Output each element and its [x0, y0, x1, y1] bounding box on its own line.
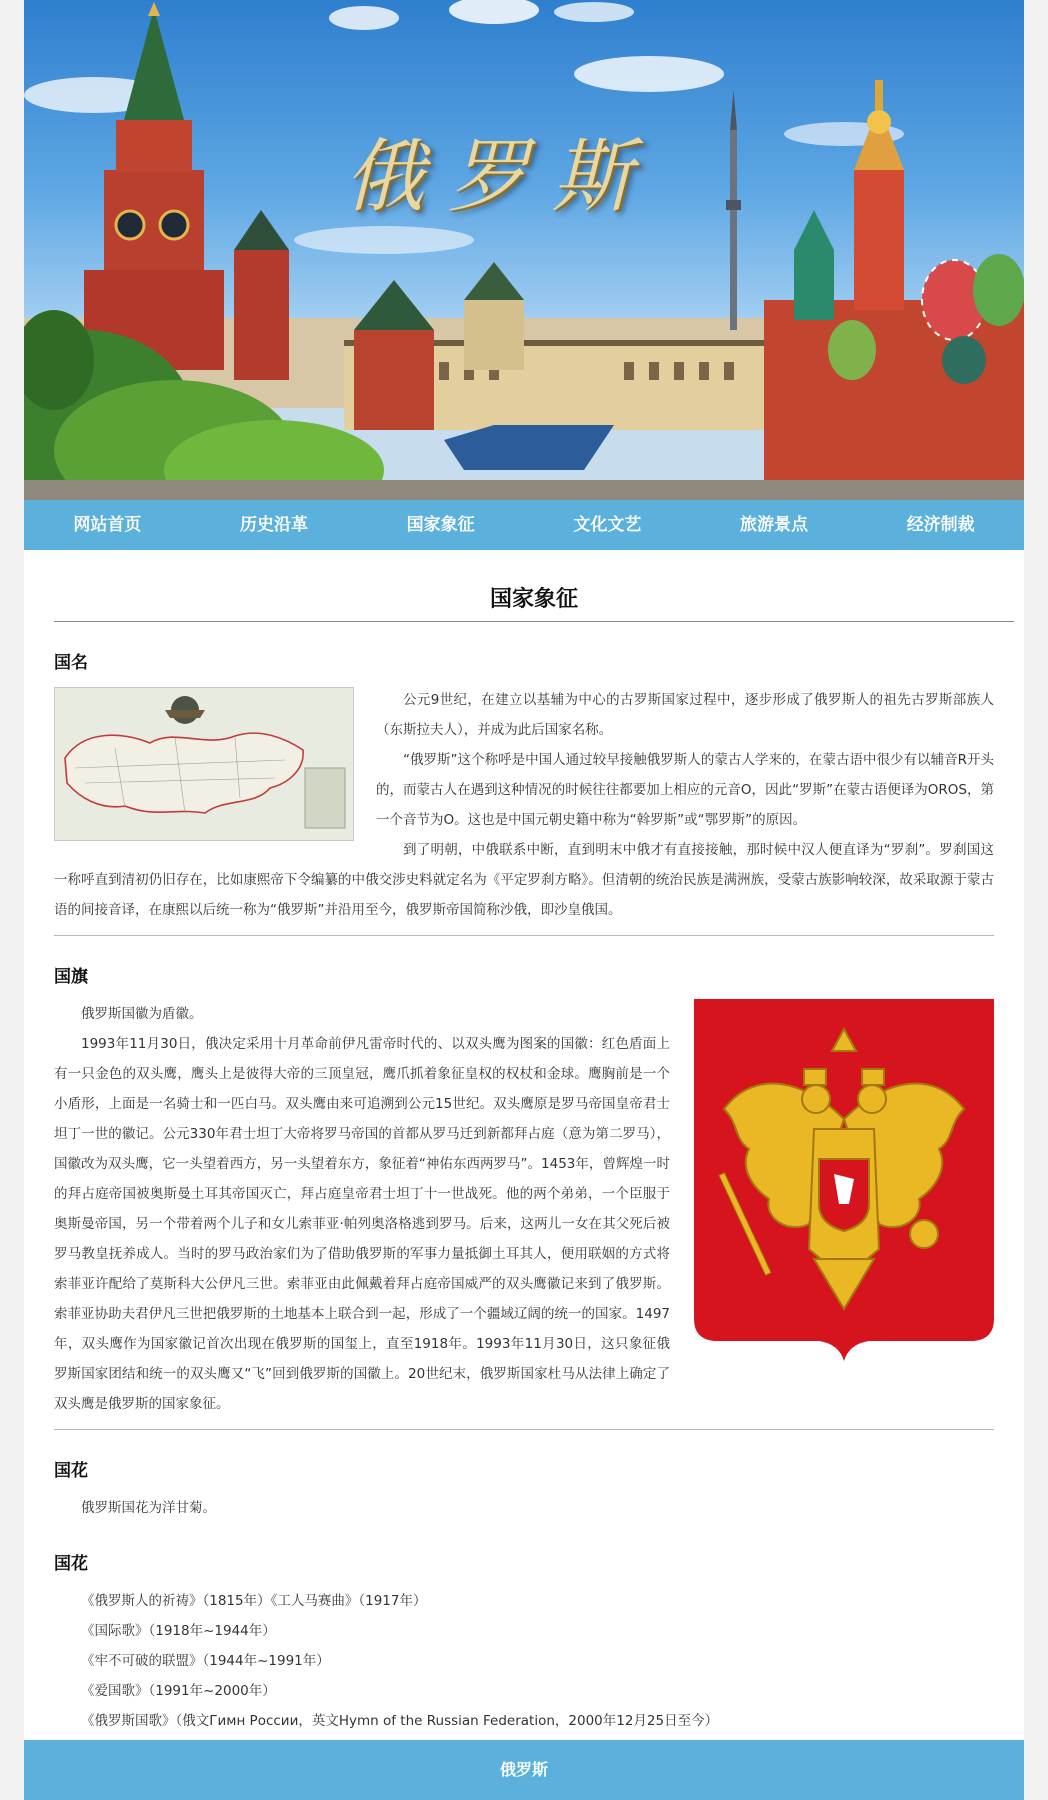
name-paragraph-1: 公元9世纪，在建立以基辅为中心的古罗斯国家过程中，逐步形成了俄罗斯人的祖先古罗斯部族人（东斯拉夫人），并成为此后国家名称。 [376, 692, 994, 738]
coat-of-arms-image [694, 999, 994, 1361]
anthem-item: 《爱国歌》（1991年~2000年） [81, 1683, 276, 1699]
double-headed-eagle-icon [694, 999, 994, 1361]
nav-item-culture[interactable]: 文化文艺 [573, 515, 642, 535]
page-title: 国家象征 [54, 582, 1014, 622]
anthem-item: 《俄罗斯人的祈祷》（1815年）《工人马赛曲》（1917年） [81, 1593, 427, 1609]
footer: 俄罗斯 [24, 1740, 1024, 1800]
section-flag [54, 962, 994, 1430]
main-nav [24, 500, 1024, 550]
name-paragraph-3: 到了明朝，中俄联系中断，直到明末中俄才有直接接触，那时候中汉人便直译为“罗刹”。罗刹国这一称呼直到清初仍旧存在，比如康熙帝下令编纂的中俄交涉史料就定名为《平定罗刹方略》。但清朝的统治民族是满洲族，受蒙古族影响较深，故采取源于蒙古语的间接音译，在康熙以后统一称为“俄罗斯”并沿用至今，俄罗斯帝国简称沙俄，即沙皇俄国。 [54, 842, 994, 918]
main-content [54, 570, 1014, 1736]
flag-paragraph-1: 俄罗斯国徽为盾徽。 [81, 1006, 203, 1022]
nav-item-sanctions[interactable]: 经济制裁 [906, 515, 975, 535]
section-divider [54, 1429, 994, 1430]
name-paragraph-2: “俄罗斯”这个称呼是中国人通过较早接触俄罗斯人的蒙古人学来的，在蒙古语中很少有以辅音R开头的，而蒙古人在遇到这种情况的时候往往都要加上相应的元音O，因此“罗斯”在蒙古语便译为OROS，第一个音节为O。这也是中国元朝史籍中称为“斡罗斯”或“鄂罗斯”的原因。 [376, 752, 994, 828]
section-heading-flag: 国旗 [54, 967, 88, 987]
anthem-item: 《俄罗斯国歌》（俄文Гимн России，英文Hymn of the Russian Federation，2000年12月25日至今） [81, 1713, 719, 1729]
anthem-item: 《国际歌》（1918年~1944年） [81, 1623, 276, 1639]
nav-item-tourism[interactable]: 旅游景点 [740, 515, 809, 535]
anthem-item: 《牢不可破的联盟》（1944年~1991年） [81, 1653, 330, 1669]
flag-paragraph-2: 1993年11月30日，俄决定采用十月革命前伊凡雷帝时代的、以双头鹰为图案的国徽：红色盾面上有一只金色的双头鹰，鹰头上是彼得大帝的三顶皇冠，鹰爪抓着象征皇权的权杖和金球。鹰胸前是一个小盾形，上面是一名骑士和一匹白马。双头鹰由来可追溯到公元15世纪。双头鹰原是罗马帝国皇帝君士坦丁一世的徽记。公元330年君士坦丁大帝将罗马帝国的首都从罗马迁到新都拜占庭（意为第二罗马），国徽改为双头鹰，它一头望着西方，另一头望着东方，象征着“神佑东西两罗马”。1453年，曾辉煌一时的拜占庭帝国被奥斯曼土耳其帝国灭亡，拜占庭皇帝君士坦丁十一世战死。他的两个弟弟，一个臣服于奥斯曼帝国，另一个带着两个儿子和女儿索菲亚·帕列奥洛格逃到罗马。后来，这两儿一女在其父死后被罗马教皇抚养成人。当时的罗马政治家们为了借助俄罗斯的军事力量抵御土耳其人，便用联姻的方式将索菲亚许配给了莫斯科大公伊凡三世。索菲亚由此佩戴着拜占庭帝国威严的双头鹰徽记来到了俄罗斯。索菲亚协助夫君伊凡三世把俄罗斯的土地基本上联合到一起，形成了一个疆域辽阔的统一的国家。1497年，双头鹰作为国家徽记首次出现在俄罗斯的国玺上，直至1918年。1993年11月30日，这只象征俄罗斯国家团结和统一的双头鹰又“飞”回到俄罗斯的国徽上。20世纪末，俄罗斯国家杜马从法律上确定了双头鹰是俄罗斯的国家象征。 [54, 1036, 670, 1412]
moscow-red-square-icon [24, 0, 1024, 500]
nav-item-symbols[interactable]: 国家象征 [406, 515, 475, 535]
section-heading-anthem: 国花 [54, 1554, 88, 1574]
nav-item-history[interactable]: 历史沿革 [240, 515, 308, 535]
section-name [54, 648, 994, 936]
section-anthem [54, 1549, 994, 1736]
section-divider [54, 935, 994, 936]
banner [24, 0, 1024, 500]
section-flower [54, 1456, 994, 1523]
section-heading-name: 国名 [54, 653, 88, 673]
banner-title: 俄罗斯 [344, 130, 656, 223]
section-heading-flower: 国花 [54, 1461, 88, 1481]
page [24, 0, 1024, 1800]
flower-paragraph: 俄罗斯国花为洋甘菊。 [81, 1500, 216, 1516]
nav-item-home[interactable]: 网站首页 [73, 515, 142, 535]
old-map-icon [55, 688, 353, 840]
russia-map-image [54, 687, 354, 841]
